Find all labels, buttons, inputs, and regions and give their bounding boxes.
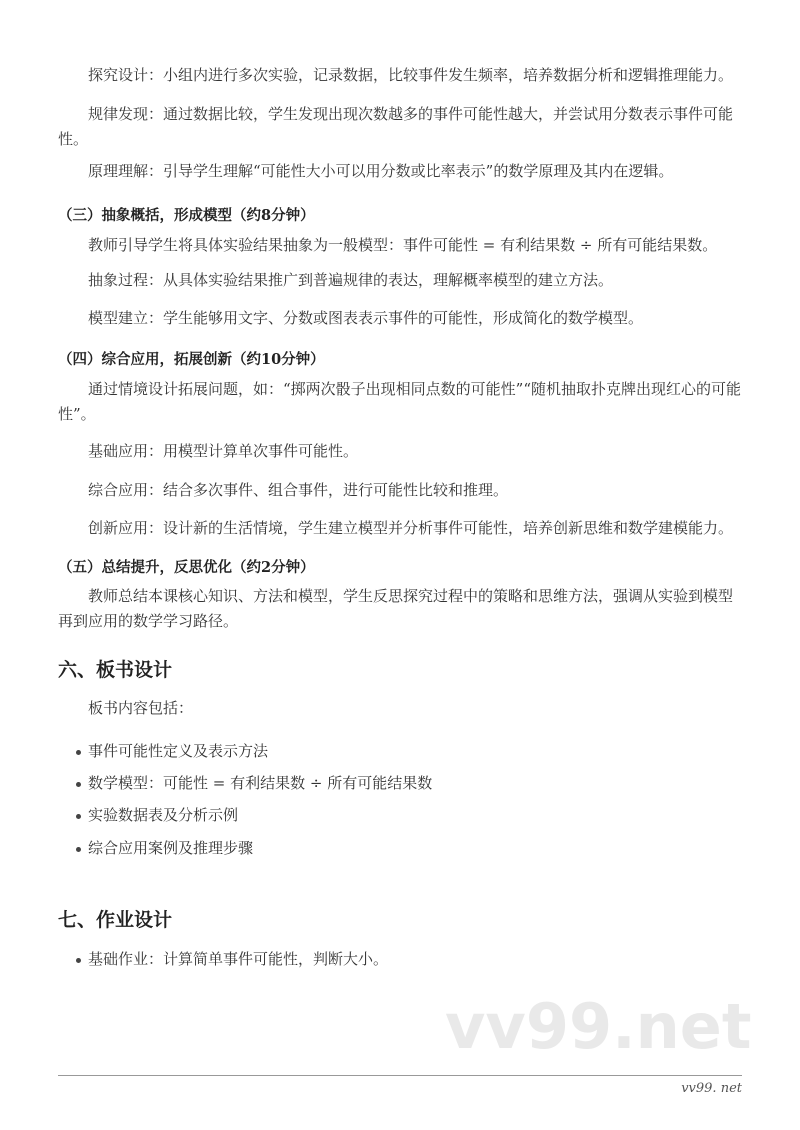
paragraph-comprehensive-application: 综合应用：结合多次事件、组合事件，进行可能性比较和推理。 bbox=[88, 481, 509, 499]
section-title-homework: 七、作业设计 bbox=[58, 909, 173, 931]
watermark: vv99.net bbox=[445, 990, 752, 1063]
paragraph-explore-design: 探究设计：小组内进行多次实验，记录数据，比较事件发生频率，培养数据分析和逻辑推理能力。 bbox=[88, 66, 734, 84]
paragraph-principle: 原理理解：引导学生理解“可能性大小可以用分数或比率表示”的数学原理及其内在逻辑。 bbox=[88, 162, 674, 180]
paragraph-pattern-discovery: 规律发现：通过数据比较，学生发现出现次数越多的事件可能性越大，并尝试用分数表示事件可能性。 bbox=[58, 105, 734, 148]
list-item: 基础作业：计算简单事件可能性，判断大小。 bbox=[58, 947, 744, 972]
section-title-board-design: 六、板书设计 bbox=[58, 659, 173, 681]
list-item: 实验数据表及分析示例 bbox=[58, 803, 744, 828]
list-item: 综合应用案例及推理步骤 bbox=[58, 836, 744, 861]
subheading-application: （四）综合应用，拓展创新（约10分钟） bbox=[58, 351, 325, 368]
list-item: 数学模型：可能性 = 有利结果数 ÷ 所有可能结果数 bbox=[58, 771, 744, 796]
subheading-abstraction: （三）抽象概括，形成模型（约8分钟） bbox=[58, 207, 315, 224]
paragraph-innovative-application: 创新应用：设计新的生活情境，学生建立模型并分析事件可能性，培养创新思维和数学建模能力。 bbox=[88, 519, 734, 537]
paragraph-model-intro: 教师引导学生将具体实验结果抽象为一般模型：事件可能性 = 有利结果数 ÷ 所有可能结果数。 bbox=[88, 236, 718, 254]
paragraph-summary: 教师总结本课核心知识、方法和模型，学生反思探究过程中的策略和思维方法，强调从实验到模型再到应用的数学学习路径。 bbox=[58, 587, 734, 630]
list-item: 事件可能性定义及表示方法 bbox=[58, 739, 744, 764]
paragraph-model-building: 模型建立：学生能够用文字、分数或图表表示事件的可能性，形成简化的数学模型。 bbox=[88, 309, 644, 327]
paragraph-situation: 通过情境设计拓展问题，如：“掷两次骰子出现相同点数的可能性”“随机抽取扑克牌出现红心的可能性”。 bbox=[58, 380, 742, 423]
subheading-summary: （五）总结提升，反思优化（约2分钟） bbox=[58, 559, 315, 576]
paragraph-abstraction-process: 抽象过程：从具体实验结果推广到普遍规律的表达，理解概率模型的建立方法。 bbox=[88, 271, 614, 289]
paragraph-basic-application: 基础应用：用模型计算单次事件可能性。 bbox=[88, 442, 359, 460]
board-intro: 板书内容包括： bbox=[88, 699, 194, 717]
footer-divider bbox=[58, 1075, 742, 1076]
document-body bbox=[58, 63, 744, 972]
footer-site: vv99. net bbox=[681, 1081, 742, 1096]
